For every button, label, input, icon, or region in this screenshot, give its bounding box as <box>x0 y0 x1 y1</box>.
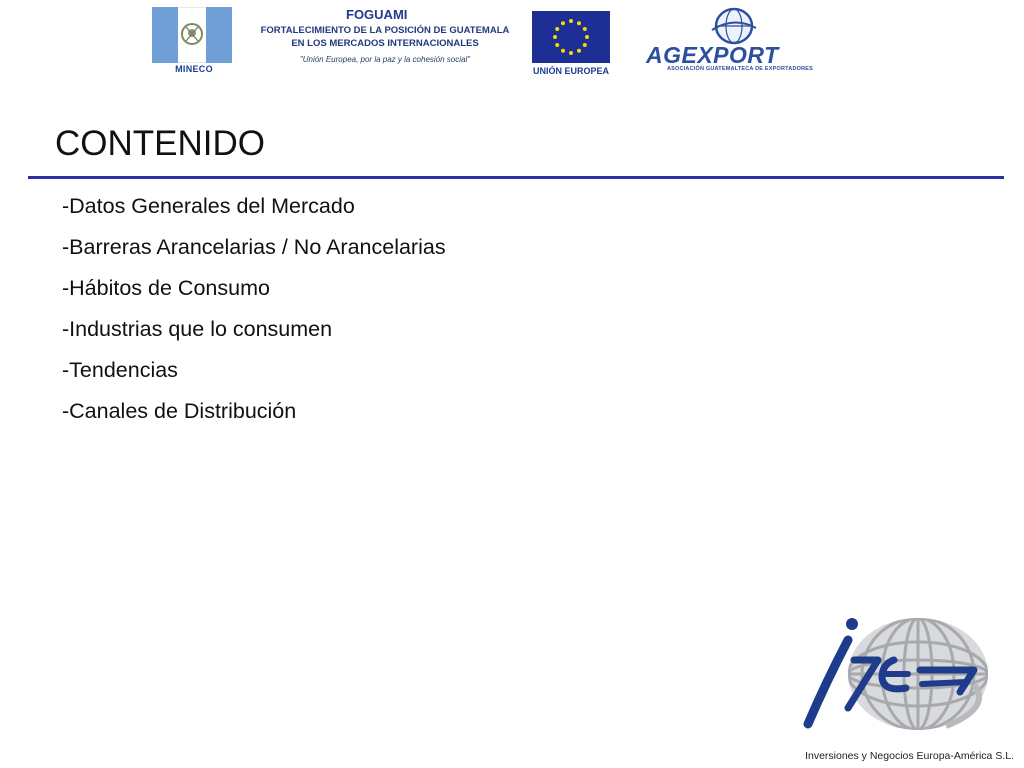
agexport-wordmark: AGEXPORT <box>646 42 779 68</box>
contents-list <box>62 192 446 438</box>
mineco-label: MINECO <box>175 64 213 74</box>
foguami-motto: "Unión Europea, por la paz y la cohesión social" <box>299 55 471 64</box>
eu-flag-icon <box>532 11 610 63</box>
list-item: -Tendencias <box>62 358 178 382</box>
foguami-subtitle-line2: EN LOS MERCADOS INTERNACIONALES <box>291 38 479 49</box>
header-banner <box>150 4 834 80</box>
list-item: -Canales de Distribución <box>62 399 297 423</box>
footer-tagline: Inversiones y Negocios Europa-América S.L. <box>805 750 1014 762</box>
list-item: -Datos Generales del Mercado <box>62 194 355 218</box>
list-item: -Hábitos de Consumo <box>62 276 270 300</box>
agexport-globe-icon <box>710 6 758 46</box>
guatemala-flag-icon <box>152 7 232 63</box>
mineco-logo <box>150 4 238 78</box>
list-item: -Barreras Arancelarias / No Arancelarias <box>62 235 446 259</box>
eu-label: UNIÓN EUROPEA <box>532 66 609 76</box>
list-item: -Industrias que lo consumen <box>62 317 333 341</box>
foguami-title: FOGUAMI <box>346 7 408 22</box>
foguami-subtitle-line1: FORTALECIMIENTO DE LA POSICIÓN DE GUATEMALA <box>260 25 510 36</box>
page-title: CONTENIDO <box>55 124 265 163</box>
title-divider <box>28 176 1004 179</box>
agexport-subtitle: ASOCIACIÓN GUATEMALTECA DE EXPORTADORES <box>666 66 814 72</box>
inea-globe-logo-icon <box>796 612 994 740</box>
